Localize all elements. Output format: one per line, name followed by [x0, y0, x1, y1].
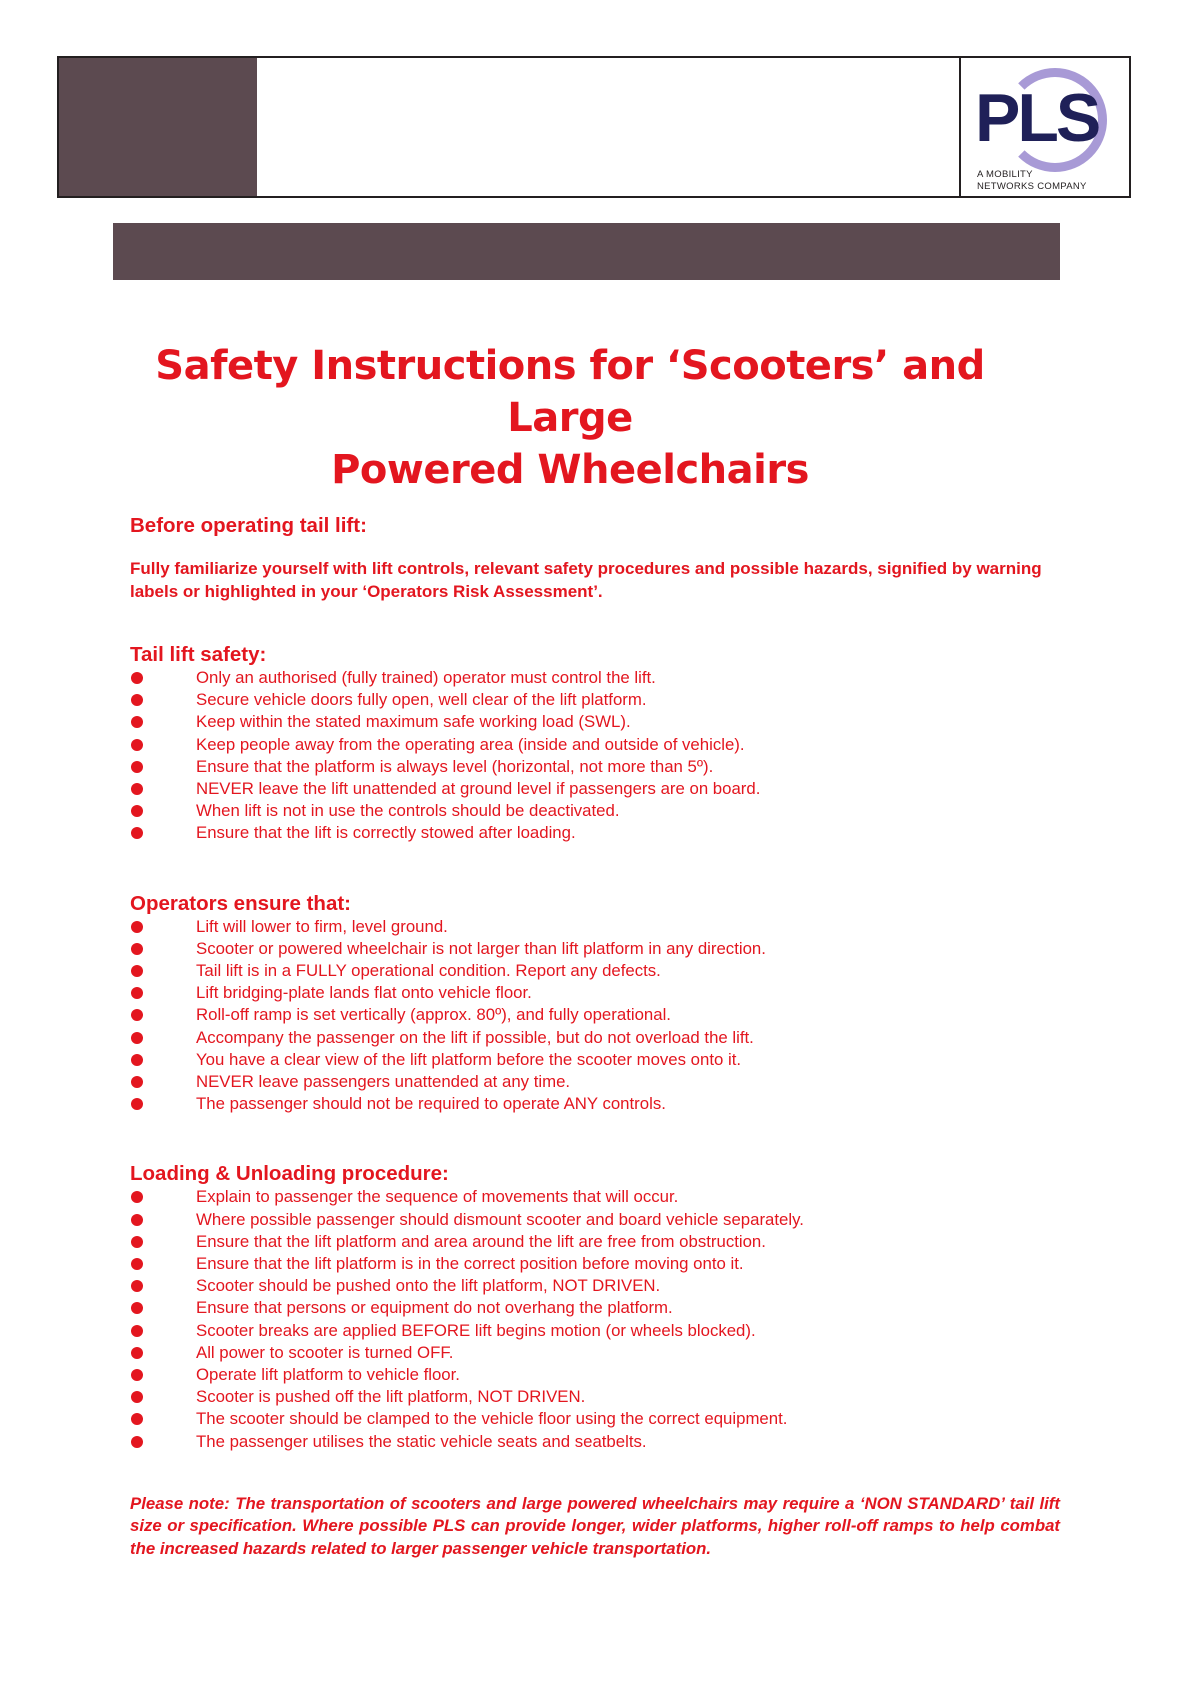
list-item: [130, 1186, 1060, 1208]
bullet-icon: [131, 1076, 143, 1088]
bullet-icon: [131, 739, 143, 751]
bullet-icon: [131, 965, 143, 977]
bullet-icon: [131, 1214, 143, 1226]
bullet-icon: [131, 921, 143, 933]
bullet-list: [130, 916, 1060, 1116]
list-item: [130, 1297, 1060, 1319]
list-item-text: You have a clear view of the lift platform before the scooter moves onto it.: [196, 1049, 742, 1069]
bullet-icon: [131, 1236, 143, 1248]
list-item: [130, 1071, 1060, 1093]
list-item: [130, 1320, 1060, 1342]
list-item: [130, 1209, 1060, 1231]
list-item: [130, 689, 1060, 711]
list-item-text: When lift is not in use the controls should be deactivated.: [196, 801, 620, 821]
list-item: [130, 1431, 1060, 1453]
list-item: [130, 1342, 1060, 1364]
list-item-text: NEVER leave the lift unattended at ground level if passengers are on board.: [196, 779, 761, 799]
list-item: [130, 1049, 1060, 1071]
list-item-text: Explain to passenger the sequence of movements that will occur.: [196, 1187, 679, 1207]
bullet-icon: [131, 716, 143, 728]
bullet-icon: [131, 1054, 143, 1066]
bullet-icon: [131, 1032, 143, 1044]
list-item: [130, 800, 1060, 822]
list-item-text: Lift will lower to firm, level ground.: [196, 916, 448, 936]
list-item-text: Where possible passenger should dismount scooter and board vehicle separately.: [196, 1209, 804, 1229]
list-item-text: Keep within the stated maximum safe working load (SWL).: [196, 712, 631, 732]
list-item-text: The scooter should be clamped to the vehicle floor using the correct equipment.: [196, 1409, 788, 1429]
list-item-text: NEVER leave passengers unattended at any time.: [196, 1072, 571, 1092]
logo-tagline-line2: NETWORKS COMPANY: [977, 181, 1087, 192]
list-item: [130, 1364, 1060, 1386]
list-item-text: Keep people away from the operating area (inside and outside of vehicle).: [196, 734, 745, 754]
list-item: [130, 1004, 1060, 1026]
list-item: [130, 667, 1060, 689]
bullet-icon: [131, 1436, 143, 1448]
list-item-text: Scooter or powered wheelchair is not larger than lift platform in any direction.: [196, 938, 766, 958]
list-item-text: Ensure that the lift platform is in the correct position before moving onto it.: [196, 1254, 744, 1274]
intro-paragraph: Fully familiarize yourself with lift controls, relevant safety procedures and possible hazards, signified by warning labels or highlighted in your ‘Operators Risk Assessment’.: [130, 559, 1042, 601]
bullet-icon: [131, 1191, 143, 1203]
list-item-text: Secure vehicle doors fully open, well clear of the lift platform.: [196, 690, 647, 710]
document-body: [130, 514, 1060, 1560]
list-item: [130, 1253, 1060, 1275]
list-item-text: All power to scooter is turned OFF.: [196, 1342, 454, 1362]
list-item-text: Accompany the passenger on the lift if possible, but do not overload the lift.: [196, 1027, 754, 1047]
list-item: [130, 711, 1060, 733]
bullet-icon: [131, 805, 143, 817]
section-operators-ensure: [130, 892, 1060, 1116]
list-item: [130, 822, 1060, 844]
section-tail-lift-safety: [130, 643, 1060, 845]
please-note-paragraph: Please note: The transportation of scooters and large powered wheelchairs may require a ‘NON STANDARD’ tail lift size or specification. Where possible PLS can provide longer, wider platforms, higher roll-off ramps to help combat the increased hazards related to larger passenger vehicle transportation.: [130, 1493, 1060, 1558]
list-item-text: Lift bridging-plate lands flat onto vehicle floor.: [196, 983, 532, 1003]
list-item: [130, 756, 1060, 778]
header-frame: [57, 56, 1131, 198]
section-loading-procedure: [130, 1162, 1060, 1452]
list-item-text: Scooter is pushed off the lift platform, NOT DRIVEN.: [196, 1387, 586, 1407]
logo-tagline: [977, 169, 1087, 193]
page-title-line2: Powered Wheelchairs: [331, 447, 809, 493]
bullet-list: [130, 1186, 1060, 1452]
list-item-text: Ensure that the platform is always level (horizontal, not more than 5º).: [196, 756, 714, 776]
list-item: [130, 1093, 1060, 1115]
section-heading: Before operating tail lift:: [130, 514, 367, 537]
page-title-line1: Safety Instructions for ‘Scooters’ and Large: [155, 343, 985, 441]
list-item-text: Ensure that persons or equipment do not overhang the platform.: [196, 1298, 673, 1318]
list-item: [130, 1027, 1060, 1049]
list-item: [130, 960, 1060, 982]
list-item: [130, 1231, 1060, 1253]
list-item-text: The passenger utilises the static vehicle seats and seatbelts.: [196, 1431, 647, 1451]
list-item-text: Operate lift platform to vehicle floor.: [196, 1365, 460, 1385]
list-item-text: Scooter breaks are applied BEFORE lift begins motion (or wheels blocked).: [196, 1320, 756, 1340]
logo-tagline-line1: A MOBILITY: [977, 169, 1033, 180]
list-item: [130, 778, 1060, 800]
bullet-icon: [131, 1413, 143, 1425]
list-item: [130, 734, 1060, 756]
list-item-text: Ensure that the lift platform and area around the lift are free from obstruction.: [196, 1231, 766, 1251]
section-before-operating: [130, 514, 1060, 603]
list-item-text: Tail lift is in a FULLY operational condition. Report any defects.: [196, 961, 661, 981]
bullet-icon: [131, 827, 143, 839]
list-item: [130, 1408, 1060, 1430]
title-bar: [113, 223, 1060, 280]
logo-text: PLS: [975, 80, 1099, 156]
bullet-icon: [131, 1280, 143, 1292]
bullet-icon: [131, 694, 143, 706]
list-item-text: Only an authorised (fully trained) operator must control the lift.: [196, 668, 656, 687]
list-item: [130, 938, 1060, 960]
bullet-icon: [131, 761, 143, 773]
section-heading: Operators ensure that:: [130, 891, 351, 915]
bullet-icon: [131, 1009, 143, 1021]
section-heading: Tail lift safety:: [130, 643, 267, 666]
bullet-icon: [131, 1391, 143, 1403]
list-item: [130, 916, 1060, 938]
list-item: [130, 982, 1060, 1004]
section-heading: Loading & Unloading procedure:: [130, 1162, 449, 1186]
list-item-text: Scooter should be pushed onto the lift platform, NOT DRIVEN.: [196, 1276, 661, 1296]
bullet-icon: [131, 1347, 143, 1359]
header-color-block: [59, 58, 257, 196]
list-item-text: Ensure that the lift is correctly stowed after loading.: [196, 823, 576, 843]
bullet-list: [130, 667, 1060, 845]
list-item-text: The passenger should not be required to operate ANY controls.: [196, 1094, 666, 1114]
bullet-icon: [131, 1369, 143, 1381]
pls-logo: [959, 58, 1129, 196]
list-item: [130, 1386, 1060, 1408]
bullet-icon: [131, 1302, 143, 1314]
bullet-icon: [131, 1325, 143, 1337]
bullet-icon: [131, 672, 143, 684]
bullet-icon: [131, 943, 143, 955]
list-item: [130, 1275, 1060, 1297]
bullet-icon: [131, 783, 143, 795]
bullet-icon: [131, 1098, 143, 1110]
bullet-icon: [131, 987, 143, 999]
page-title: [100, 340, 1040, 496]
list-item-text: Roll-off ramp is set vertically (approx. 80º), and fully operational.: [196, 1005, 671, 1025]
bullet-icon: [131, 1258, 143, 1270]
